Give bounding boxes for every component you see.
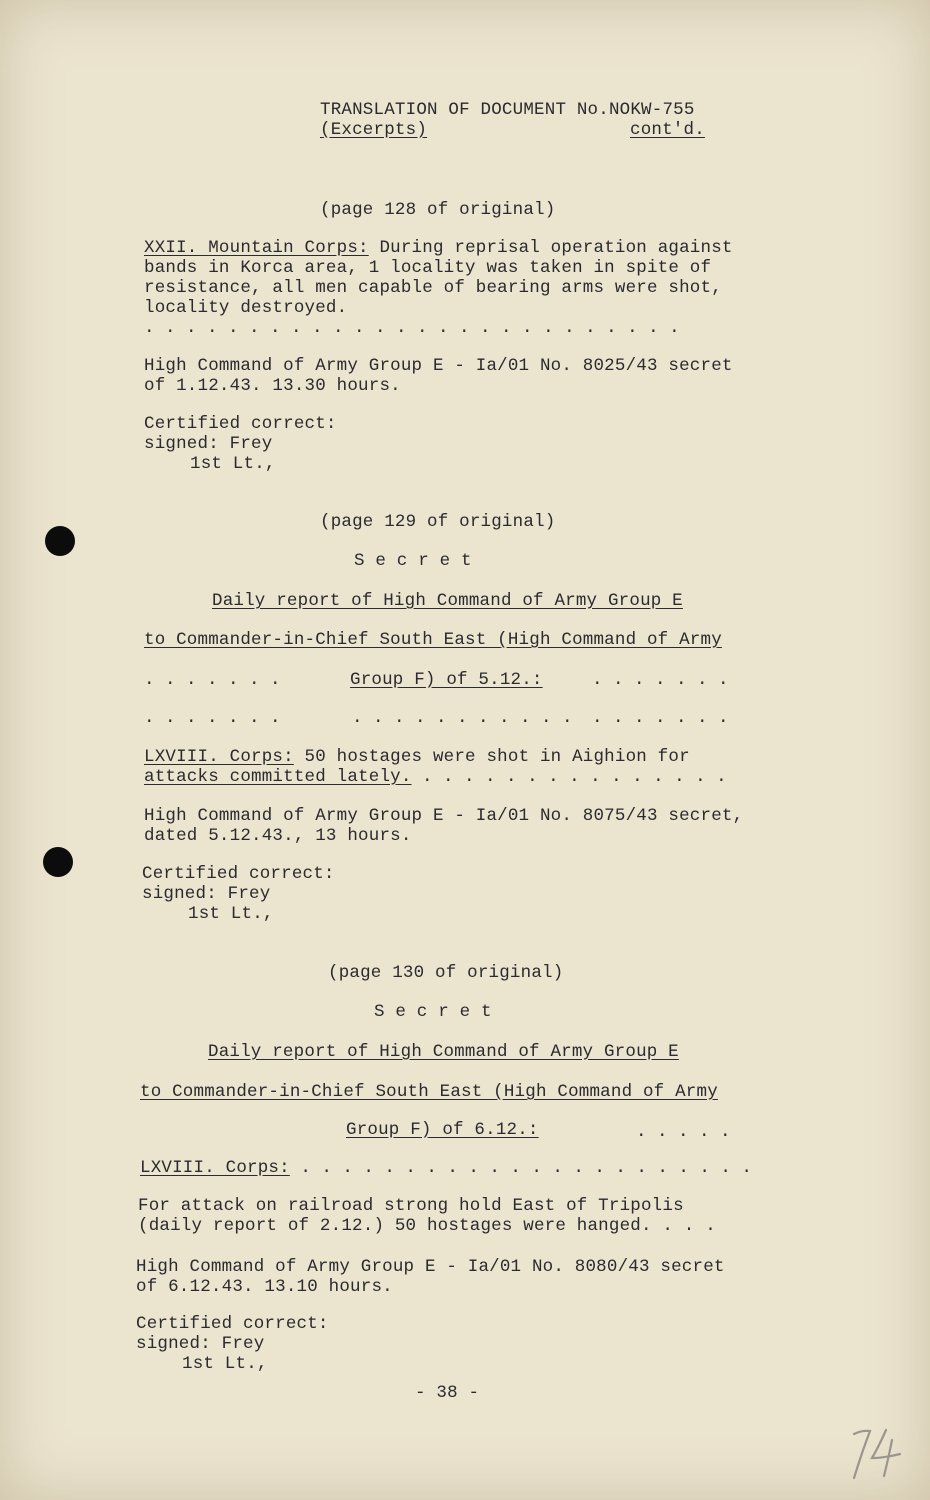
ellipsis: . . . . . . . xyxy=(144,670,281,690)
reference-line: High Command of Army Group E - Ia/01 No. 8025/43 secret xyxy=(144,356,733,376)
section3-line1 xyxy=(140,1158,752,1178)
report-title: Daily report of High Command of Army Group E xyxy=(212,591,683,611)
body-text: (daily report of 2.12.) 50 hostages were hanged. . . . xyxy=(138,1216,716,1236)
body-text: bands in Korca area, 1 locality was taken in spite of xyxy=(144,258,712,278)
certified-label: Certified correct: xyxy=(142,864,335,884)
header-excerpts: (Excerpts) xyxy=(320,120,428,140)
page-ref-130: (page 130 of original) xyxy=(328,963,564,983)
ellipsis: . . . . . xyxy=(636,1122,731,1142)
signature-line: signed: Frey xyxy=(136,1334,265,1354)
ellipsis: . . . . . . . . . . . xyxy=(352,708,573,728)
secret-label: S e c r e t xyxy=(354,551,472,571)
ellipsis-row: . . . . . . . . . . . . . . . . . . . . . . . . . . xyxy=(144,318,680,338)
body-text: locality destroyed. xyxy=(144,298,348,318)
signature-line: signed: Frey xyxy=(144,434,273,454)
reference-line: of 6.12.43. 13.10 hours. xyxy=(136,1277,393,1297)
corps-heading: XXII. Mountain Corps: xyxy=(144,238,369,258)
report-title: Daily report of High Command of Army Group E xyxy=(208,1042,679,1062)
ellipsis: . . . . . . . xyxy=(592,670,729,690)
ellipsis: . . . . . . . xyxy=(144,708,281,728)
page-number: - 38 - xyxy=(415,1383,480,1403)
rank-line: 1st Lt., xyxy=(188,904,274,924)
reference-line: High Command of Army Group E - Ia/01 No. 8075/43 secret, xyxy=(144,806,744,826)
reference-line: High Command of Army Group E - Ia/01 No. 8080/43 secret xyxy=(136,1257,725,1277)
ellipsis: . . . . . . . . . . . . . . . . . . . . . . xyxy=(289,1158,752,1178)
report-title: to Commander-in-Chief South East (High Command of Army xyxy=(140,1082,718,1102)
report-title: Group F) of 6.12.: xyxy=(346,1120,539,1140)
header-contd: cont'd. xyxy=(630,120,705,140)
certified-label: Certified correct: xyxy=(136,1314,329,1334)
ellipsis: . . . . . . . . . . . . . . . xyxy=(411,767,727,787)
report-title: Group F) of 5.12.: xyxy=(350,670,543,690)
certified-label: Certified correct: xyxy=(144,414,337,434)
rank-line: 1st Lt., xyxy=(182,1354,268,1374)
punch-hole-top xyxy=(45,526,75,556)
punch-hole-bottom xyxy=(43,847,73,877)
body-text: attacks committed lately. xyxy=(144,767,412,787)
section1-line1 xyxy=(144,238,733,258)
rank-line: 1st Lt., xyxy=(190,454,276,474)
corps-heading: LXVIII. Corps: xyxy=(144,747,294,767)
ellipsis: . . . . . . . xyxy=(592,708,729,728)
reference-line: of 1.12.43. 13.30 hours. xyxy=(144,376,401,396)
corps-heading: LXVIII. Corps: xyxy=(140,1158,290,1178)
header-title: TRANSLATION OF DOCUMENT No.NOKW-755 xyxy=(320,100,695,120)
section2-line1 xyxy=(144,747,690,767)
signature-line: signed: Frey xyxy=(142,884,271,904)
section2-line2 xyxy=(144,767,727,787)
page-ref-129: (page 129 of original) xyxy=(320,512,556,532)
report-title: to Commander-in-Chief South East (High Command of Army xyxy=(144,630,722,650)
body-text: During reprisal operation against xyxy=(368,238,733,258)
reference-line: dated 5.12.43., 13 hours. xyxy=(144,826,412,846)
secret-label: S e c r e t xyxy=(374,1002,492,1022)
page-ref-128: (page 128 of original) xyxy=(320,200,556,220)
body-text: 50 hostages were shot in Aighion for xyxy=(293,747,690,767)
body-text: resistance, all men capable of bearing arms were shot, xyxy=(144,278,722,298)
body-text: For attack on railroad strong hold East of Tripolis xyxy=(138,1196,684,1216)
handwritten-page-number xyxy=(848,1418,908,1488)
